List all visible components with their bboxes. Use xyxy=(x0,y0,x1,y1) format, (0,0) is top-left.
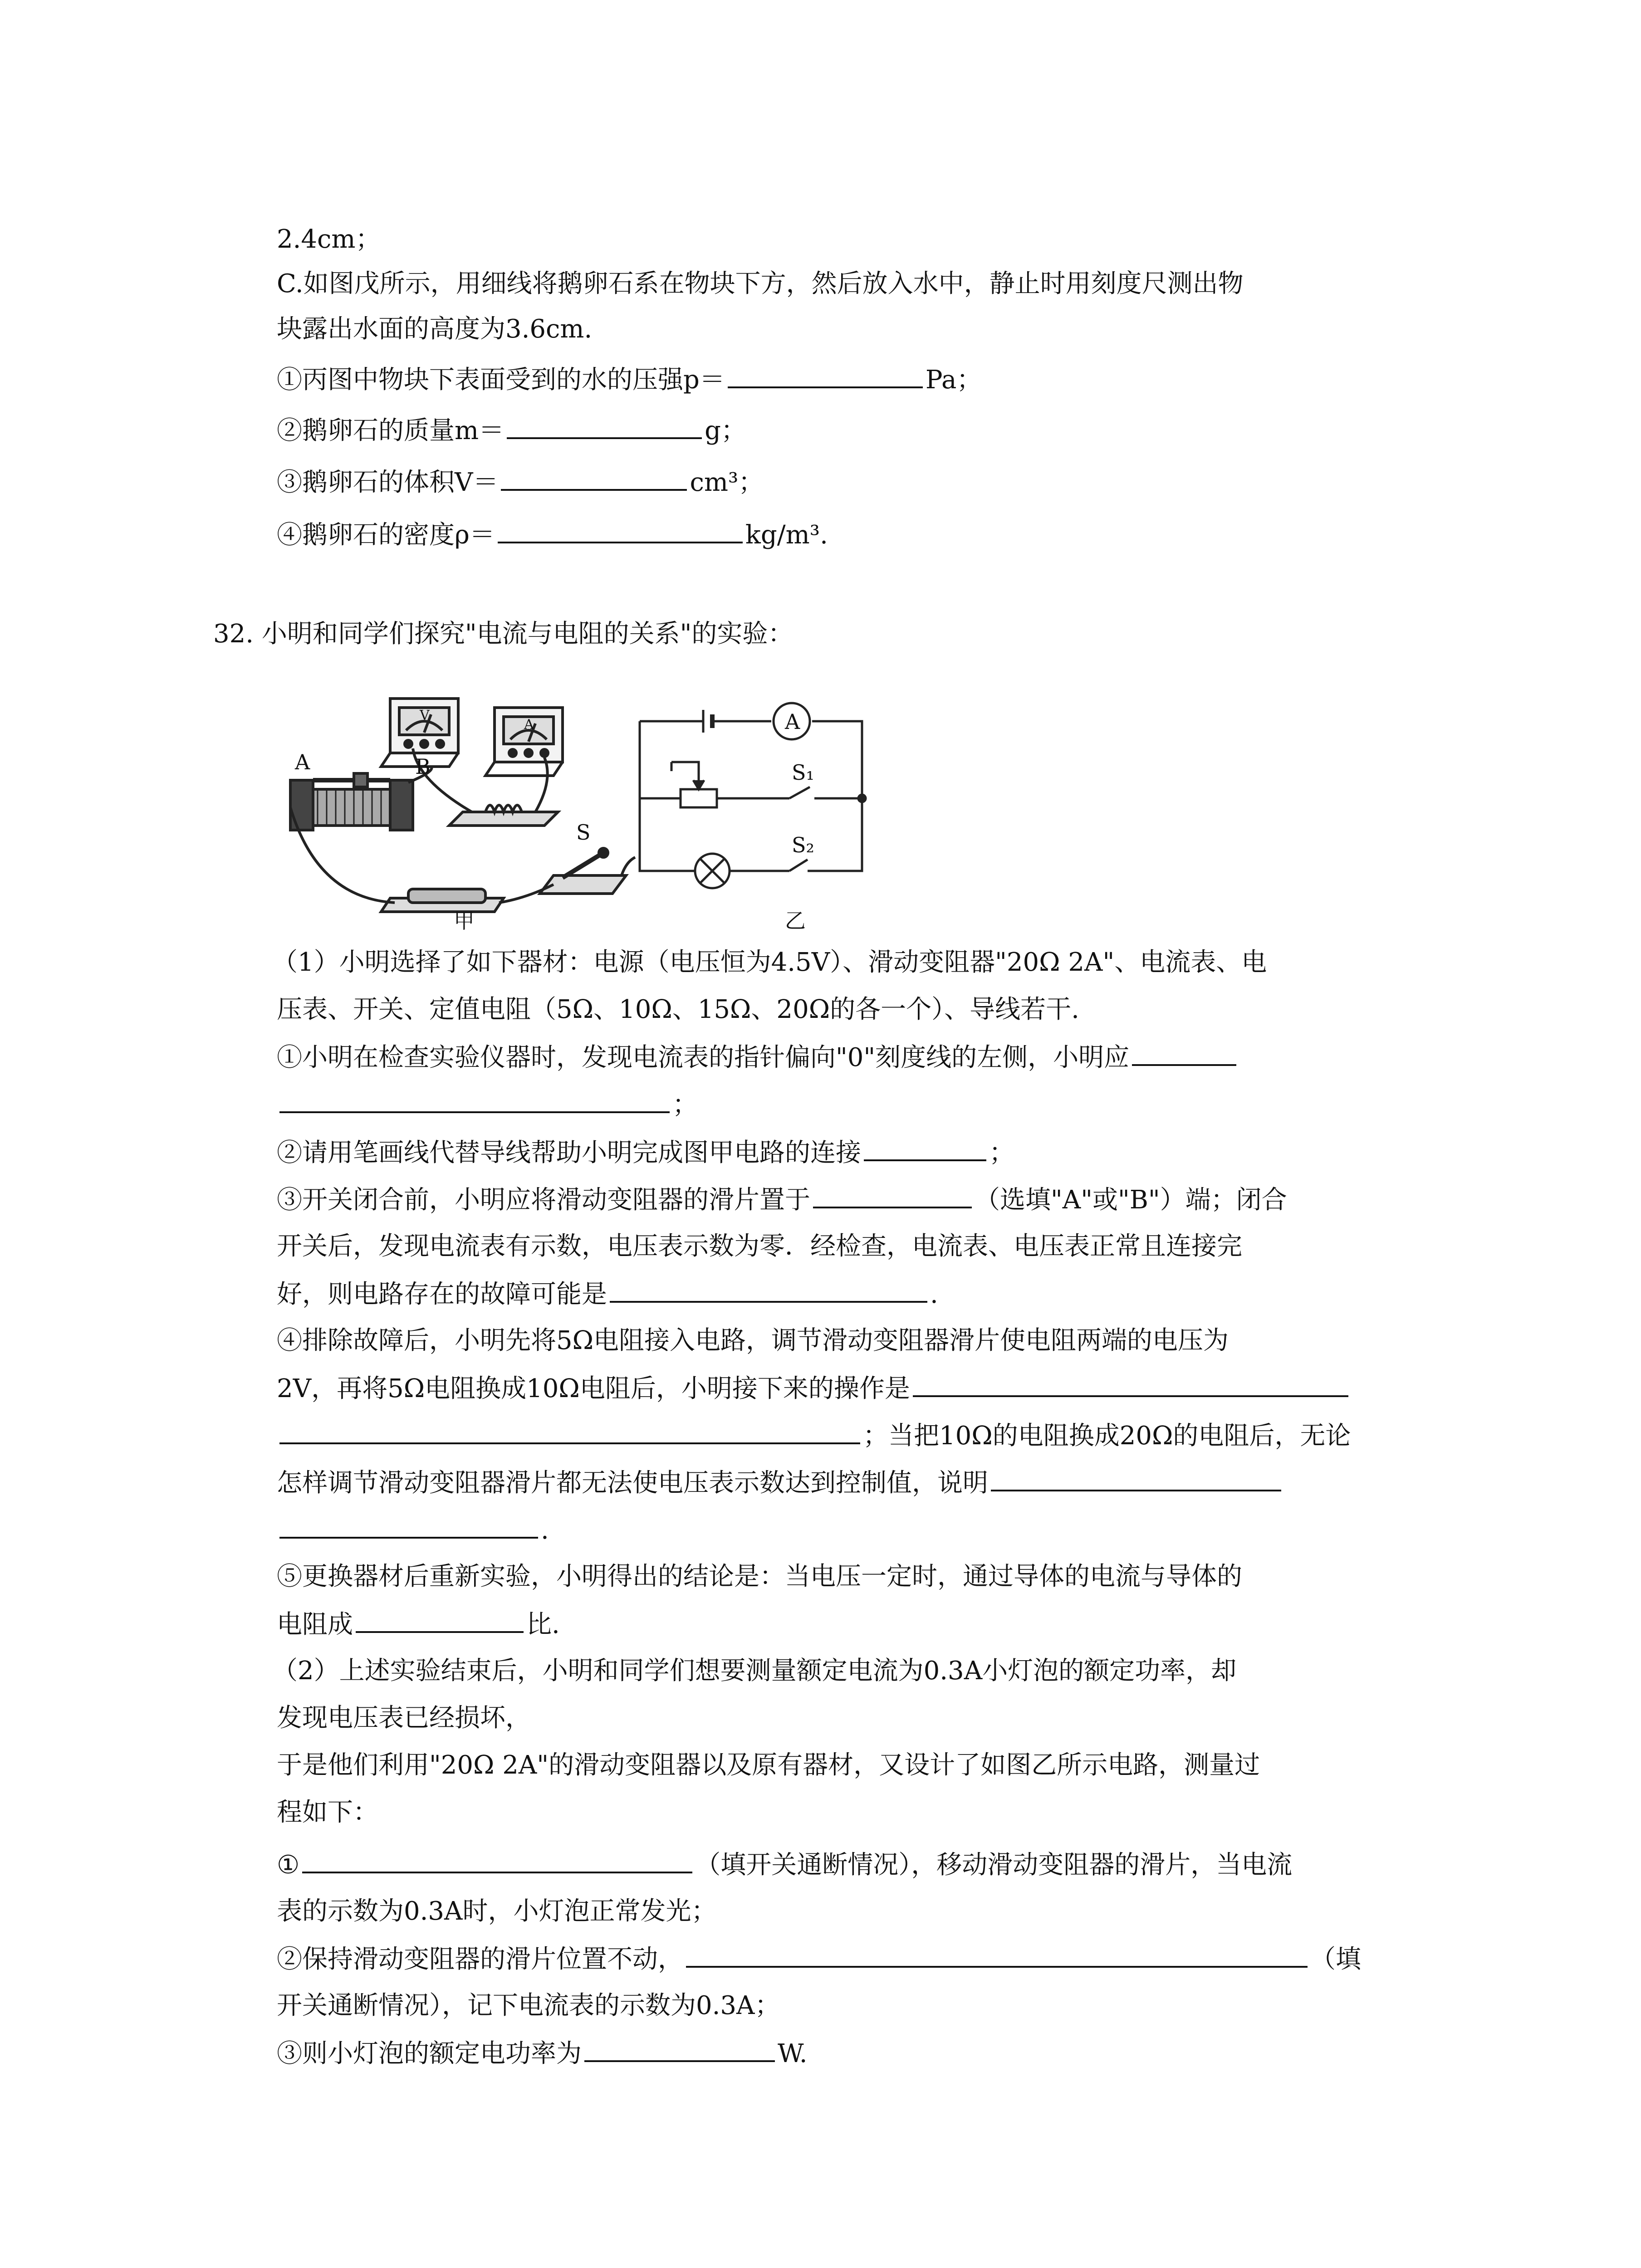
label-switch-s1: S₁ xyxy=(792,760,814,785)
text-line-content: 好，则电路存在的故障可能是 xyxy=(277,1280,607,1309)
text-line-content: C.如图戊所示，用细线将鹅卵石系在物块下方，然后放入水中，静止时用刻度尺测出物 xyxy=(277,269,1244,298)
label-voltmeter-v: V xyxy=(420,708,430,723)
text-line-tail: . xyxy=(541,1515,549,1545)
text-line-tail: 比. xyxy=(526,1610,560,1639)
switch-s2-icon xyxy=(789,860,808,871)
text-line-content: 块露出水面的高度为3.6cm. xyxy=(277,314,593,344)
text-line-content: ③则小灯泡的额定电功率为 xyxy=(277,2039,582,2068)
text-line-content: 开关通断情况），记下电流表的示数为0.3A； xyxy=(277,1991,780,2020)
text-line-content: 压表、开关、定值电阻（5Ω、10Ω、15Ω、20Ω的各一个）、导线若干. xyxy=(277,995,1079,1024)
text-line-content: 程如下： xyxy=(277,1798,378,1827)
text-line-tail: ；当把10Ω的电阻换成20Ω的电阻后，无论 xyxy=(863,1421,1351,1451)
lamp-symbol-icon xyxy=(695,854,730,888)
rheostat-symbol-icon xyxy=(681,789,717,807)
label-figure-jia: 甲 xyxy=(454,909,475,933)
label-ammeter-symbol: A xyxy=(785,709,800,734)
text-line-content: ④排除故障后，小明先将5Ω电阻接入电路，调节滑动变阻器滑片使电阻两端的电压为 xyxy=(277,1326,1229,1355)
text-line-content: ④鹅卵石的密度ρ＝ xyxy=(277,520,495,550)
wire xyxy=(622,857,635,875)
text-line-content: ③鹅卵石的体积V＝ xyxy=(277,468,499,497)
text-line-tail: （选填"A"或"B"）端；闭合 xyxy=(975,1185,1287,1215)
text-line-content: ① xyxy=(277,1850,300,1880)
label-switch-s2: S₂ xyxy=(792,833,814,857)
text-line-content: 于是他们利用"20Ω 2A"的滑动变阻器以及原有器材，又设计了如图乙所示电路，测量过 xyxy=(277,1750,1260,1780)
text-line-content: ③开关闭合前，小明应将滑动变阻器的滑片置于 xyxy=(277,1185,810,1215)
text-line-content: ①小明在检查实验仪器时，发现电流表的指针偏向"0"刻度线的左侧，小明应 xyxy=(277,1043,1130,1072)
text-line-content: 2V，再将5Ω电阻换成10Ω电阻后，小明接下来的操作是 xyxy=(277,1374,910,1403)
text-line-content: ②保持滑动变阻器的滑片位置不动， xyxy=(277,1945,683,1974)
text-line-content: ⑤更换器材后重新实验，小明得出的结论是：当电压一定时，通过导体的电流与导体的 xyxy=(277,1562,1242,1591)
text-line-content: ②鹅卵石的质量m＝ xyxy=(277,416,505,445)
wire xyxy=(535,758,548,812)
text-line-tail: Pa； xyxy=(925,365,982,395)
text-line-content: 表的示数为0.3A时，小灯泡正常发光； xyxy=(277,1897,717,1926)
text-line-tail: （填 xyxy=(1310,1945,1361,1974)
text-line-content: 电阻成 xyxy=(277,1610,353,1639)
label-switch-s: S xyxy=(576,820,591,845)
label-ammeter-dial: A xyxy=(524,717,534,733)
text-line-tail: ； xyxy=(672,1090,698,1119)
label-rheostat-b: B xyxy=(415,754,431,779)
label-figure-yi: 乙 xyxy=(785,909,806,933)
text-line-content: ②请用笔画线代替导线帮助小明完成图甲电路的连接 xyxy=(277,1138,861,1168)
text-line-tail: . xyxy=(930,1280,938,1309)
text-line-content: 发现电压表已经损坏， xyxy=(277,1703,531,1733)
text-line-content: 开关后，发现电流表有示数，电压表示数为零．经检查，电流表、电压表正常且连接完 xyxy=(277,1232,1242,1261)
switch-s1-icon xyxy=(789,787,866,802)
text-line-tail: （填开关通断情况），移动滑动变阻器的滑片，当电流 xyxy=(695,1850,1293,1880)
battery-icon xyxy=(381,889,504,912)
text-line-content: 32. 小明和同学们探究"电流与电阻的关系"的实验： xyxy=(213,619,794,649)
circuit-diagram xyxy=(640,703,866,888)
text-line-tail: g； xyxy=(705,416,746,445)
rheostat-icon xyxy=(290,773,413,830)
text-line-tail: W. xyxy=(778,2039,808,2068)
text-line-content: 怎样调节滑动变阻器滑片都无法使电压表示数达到控制值，说明 xyxy=(277,1468,988,1498)
text-line-content: （1）小明选择了如下器材：电源（电压恒为4.5V）、滑动变阻器"20Ω 2A"、电流表、电 xyxy=(272,948,1267,977)
text-line-tail: cm³； xyxy=(690,468,764,497)
apparatus-figure xyxy=(290,699,635,912)
switch-icon xyxy=(540,848,626,894)
text-line-content: ①丙图中物块下表面受到的水的压强p＝ xyxy=(277,365,725,395)
text-line-tail: ； xyxy=(989,1138,1014,1168)
text-line-content: （2）上述实验结束后，小明和同学们想要测量额定电流为0.3A小灯泡的额定功率，却 xyxy=(272,1656,1237,1686)
text-line-tail: kg/m³. xyxy=(745,520,828,550)
text-line-content: 2.4cm； xyxy=(277,225,381,254)
label-rheostat-a: A xyxy=(295,750,310,774)
battery-symbol-icon xyxy=(703,710,712,733)
